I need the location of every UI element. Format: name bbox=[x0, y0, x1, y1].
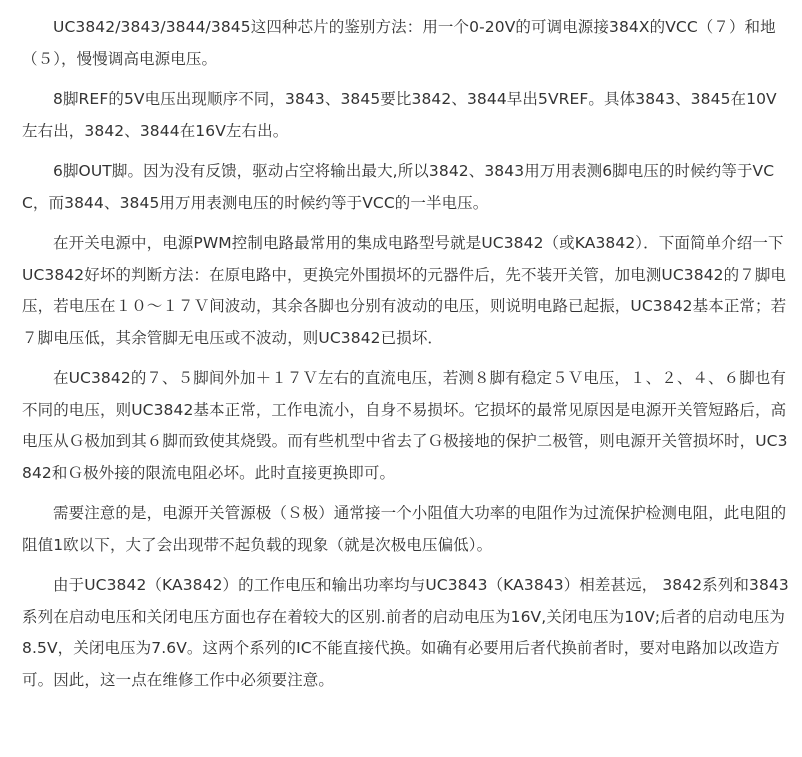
paragraph-judgment-method: 在开关电源中，电源PWM控制电路最常用的集成电路型号就是UC3842（或KA3842）．下面简单介绍一下UC3842好坏的判断方法：在原电路中，更换完外围损坏的元器件后，先不装开关管，加电测UC3842的７脚电压，若电压在１０～１７Ｖ间波动，其余各脚也分别有波动的电压，则说明电路已起振，UC3842基本正常；若７脚电压低，其余管脚无电压或不波动，则UC3842已损坏． bbox=[22, 234, 787, 347]
paragraph-series-difference: 由于UC3842（KA3842）的工作电压和输出功率均与UC3843（KA3843）相差甚远， 3842系列和3843系列在启动电压和关闭电压方面也存在着较大的区别.前者的启动电压为16V,关闭电压为10V;后者的启动电压为8.5V，关闭电压为7.6V。这两个系列的IC不能直接代换。如确有必要用后者代换前者时，要对电路加以改造方可。因此，这一点在维修工作中必须要注意。 bbox=[22, 576, 789, 689]
paragraph-source-resistor-note: 需要注意的是，电源开关管源极（Ｓ极）通常接一个小阻值大功率的电阻作为过流保护检测电阻，此电阻的阻值1欧以下，大了会出现带不起负载的现象（就是次极电压偏低）。 bbox=[22, 504, 787, 554]
paragraph-external-voltage-test: 在UC3842的７、５脚间外加＋１７Ｖ左右的直流电压，若测８脚有稳定５Ｖ电压，１、２、４、６脚也有不同的电压，则UC3842基本正常，工作电流小，自身不易损坏。它损坏的最常见原因是电源开关管短路后，高电压从Ｇ极加到其６脚而致使其烧毁。而有些机型中省去了Ｇ极接地的保护二极管，则电源开关管损坏时，UC3842和Ｇ极外接的限流电阻必坏。此时直接更换即可。 bbox=[22, 369, 788, 482]
paragraph-pin6-out: 6脚OUT脚。因为没有反馈，驱动占空将输出最大,所以3842、3843用万用表测6脚电压的时候约等于VCC，而3844、3845用万用表测电压的时候约等于VCC的一半电压。 bbox=[22, 162, 775, 212]
paragraph-chip-identification: UC3842/3843/3844/3845这四种芯片的鉴别方法：用一个0-20V的可调电源接384X的VCC（７）和地（５），慢慢调高电源电压。 bbox=[22, 18, 776, 68]
paragraph-pin8-ref: 8脚REF的5V电压出现顺序不同，3843、3845要比3842、3844早出5VREF。具体3843、3845在10V左右出，3842、3844在16V左右出。 bbox=[22, 90, 777, 140]
